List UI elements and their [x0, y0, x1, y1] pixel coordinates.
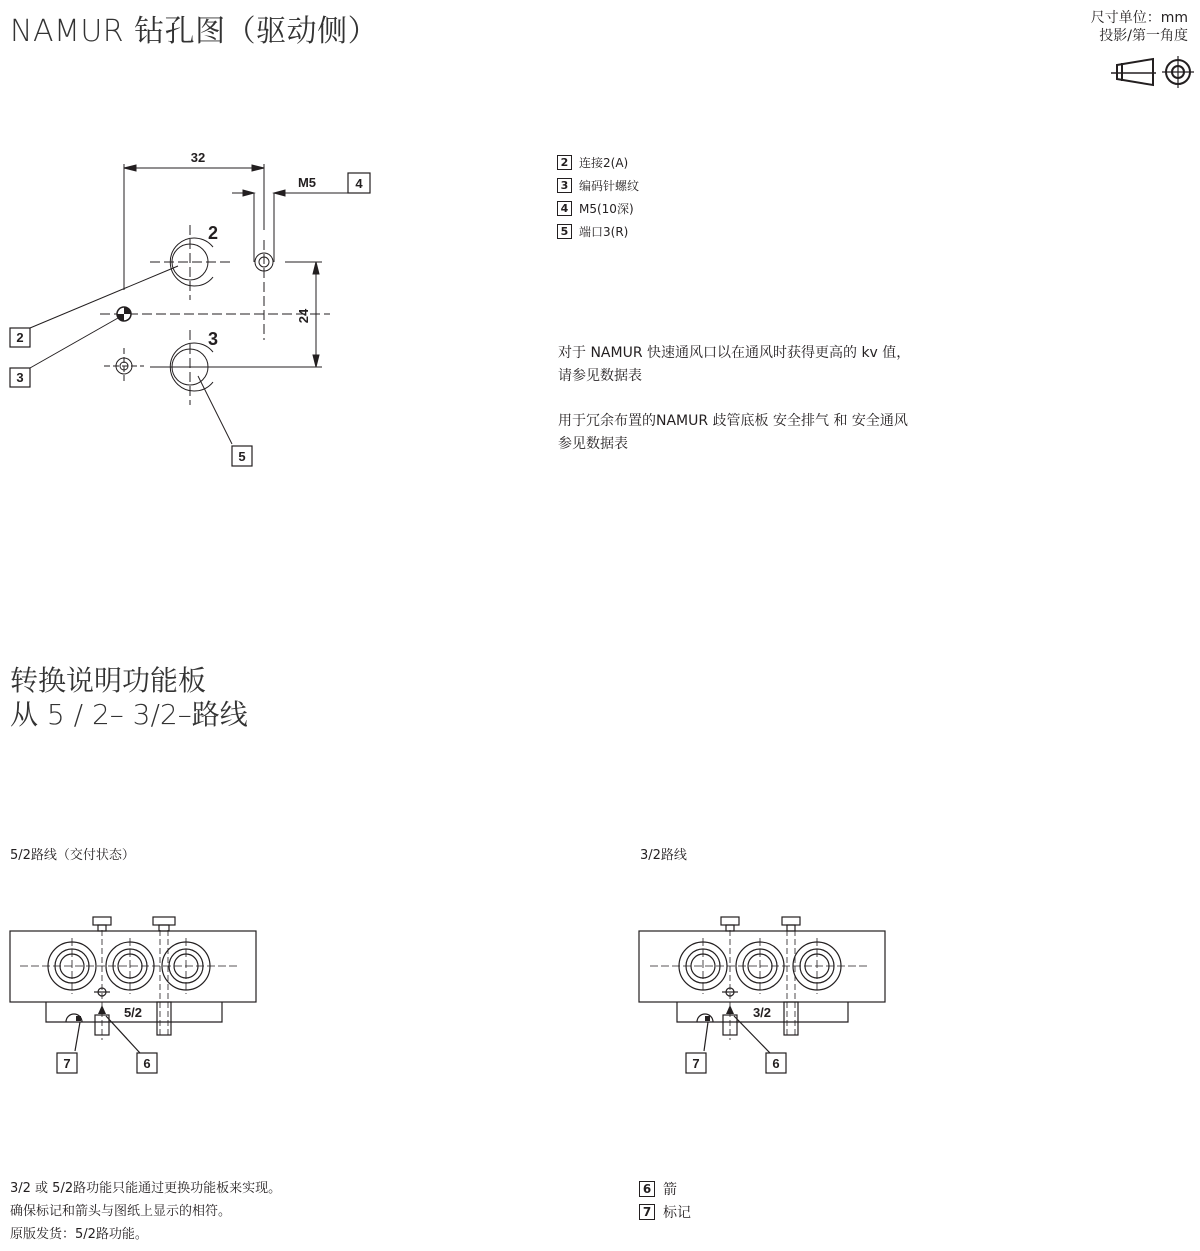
right-plate-caption: 3/2路线 — [640, 848, 687, 863]
port-3-label: 3 — [208, 329, 219, 349]
callout-2: 2 — [16, 330, 24, 345]
bottom-legend-number: 6 — [639, 1181, 655, 1197]
m5-label: M5 — [297, 175, 317, 190]
units-info — [1091, 9, 1188, 45]
plate-label-3-2: 3/2 — [752, 1005, 772, 1020]
bottom-legend-number: 7 — [639, 1204, 655, 1220]
plate-label-5-2: 5/2 — [123, 1005, 143, 1020]
legend-text: 端口3(R) — [579, 224, 629, 239]
note-line: 用于冗余布置的NAMUR 歧管底板 安全排气 和 安全通风 — [558, 413, 908, 429]
legend-number: 2 — [557, 155, 572, 170]
legend-text: 连接2(A) — [579, 155, 629, 170]
legend-text: 编码针螺纹 — [579, 178, 640, 193]
function-plate-5-2 — [0, 905, 270, 1080]
section-title-line2: 从 5 / 2– 3/2–路线 — [10, 698, 248, 731]
units-line: 尺寸单位：mm — [1090, 10, 1188, 26]
legend-item — [557, 199, 634, 217]
bottom-legend-item — [639, 1179, 677, 1199]
callout-3: 3 — [16, 370, 24, 385]
first-angle-projection-icon — [1108, 55, 1196, 89]
notes-block — [558, 342, 910, 456]
section-heading — [10, 664, 248, 732]
bottom-legend-text: 箭 — [663, 1182, 677, 1198]
section-title-line1: 转换说明功能板 — [10, 664, 207, 697]
dimension-24-label: 24 — [296, 308, 311, 324]
callout-6-right: 6 — [772, 1056, 780, 1071]
legend-item — [557, 176, 639, 194]
footer-line: 3/2 或 5/2路功能只能通过更换功能板来实现。 — [10, 1181, 282, 1196]
note-line: 对于 NAMUR 快速通风口以在通风时获得更高的 kv 值， — [558, 345, 911, 361]
projection-line: 投影/第一角度 — [1099, 28, 1188, 44]
legend-item — [557, 153, 628, 171]
legend-number: 3 — [557, 178, 572, 193]
bottom-legend-item — [639, 1202, 691, 1222]
footer-line: 原版发货：5/2路功能。 — [10, 1227, 148, 1242]
legend-text: M5(10深) — [579, 201, 634, 216]
footer-notes — [10, 1177, 281, 1246]
page-title: NAMUR 钻孔图（驱动侧） — [10, 14, 379, 49]
note-line: 参见数据表 — [558, 436, 628, 452]
bottom-legend-text: 标记 — [663, 1205, 691, 1221]
callout-5: 5 — [238, 449, 246, 464]
callout-6-left: 6 — [143, 1056, 151, 1071]
callout-7-right: 7 — [692, 1056, 700, 1071]
legend-item — [557, 222, 628, 240]
namur-drilling-diagram — [0, 140, 420, 480]
left-plate-caption: 5/2路线（交付状态） — [10, 848, 135, 863]
port-2-label: 2 — [208, 223, 219, 243]
function-plate-3-2 — [630, 905, 900, 1080]
dimension-32-label: 32 — [190, 150, 206, 165]
legend-number: 5 — [557, 224, 572, 239]
legend-number: 4 — [557, 201, 572, 216]
footer-line: 确保标记和箭头与图纸上显示的相符。 — [10, 1204, 232, 1219]
callout-7-left: 7 — [63, 1056, 71, 1071]
note-line: 请参见数据表 — [558, 368, 642, 384]
callout-4: 4 — [355, 176, 363, 191]
